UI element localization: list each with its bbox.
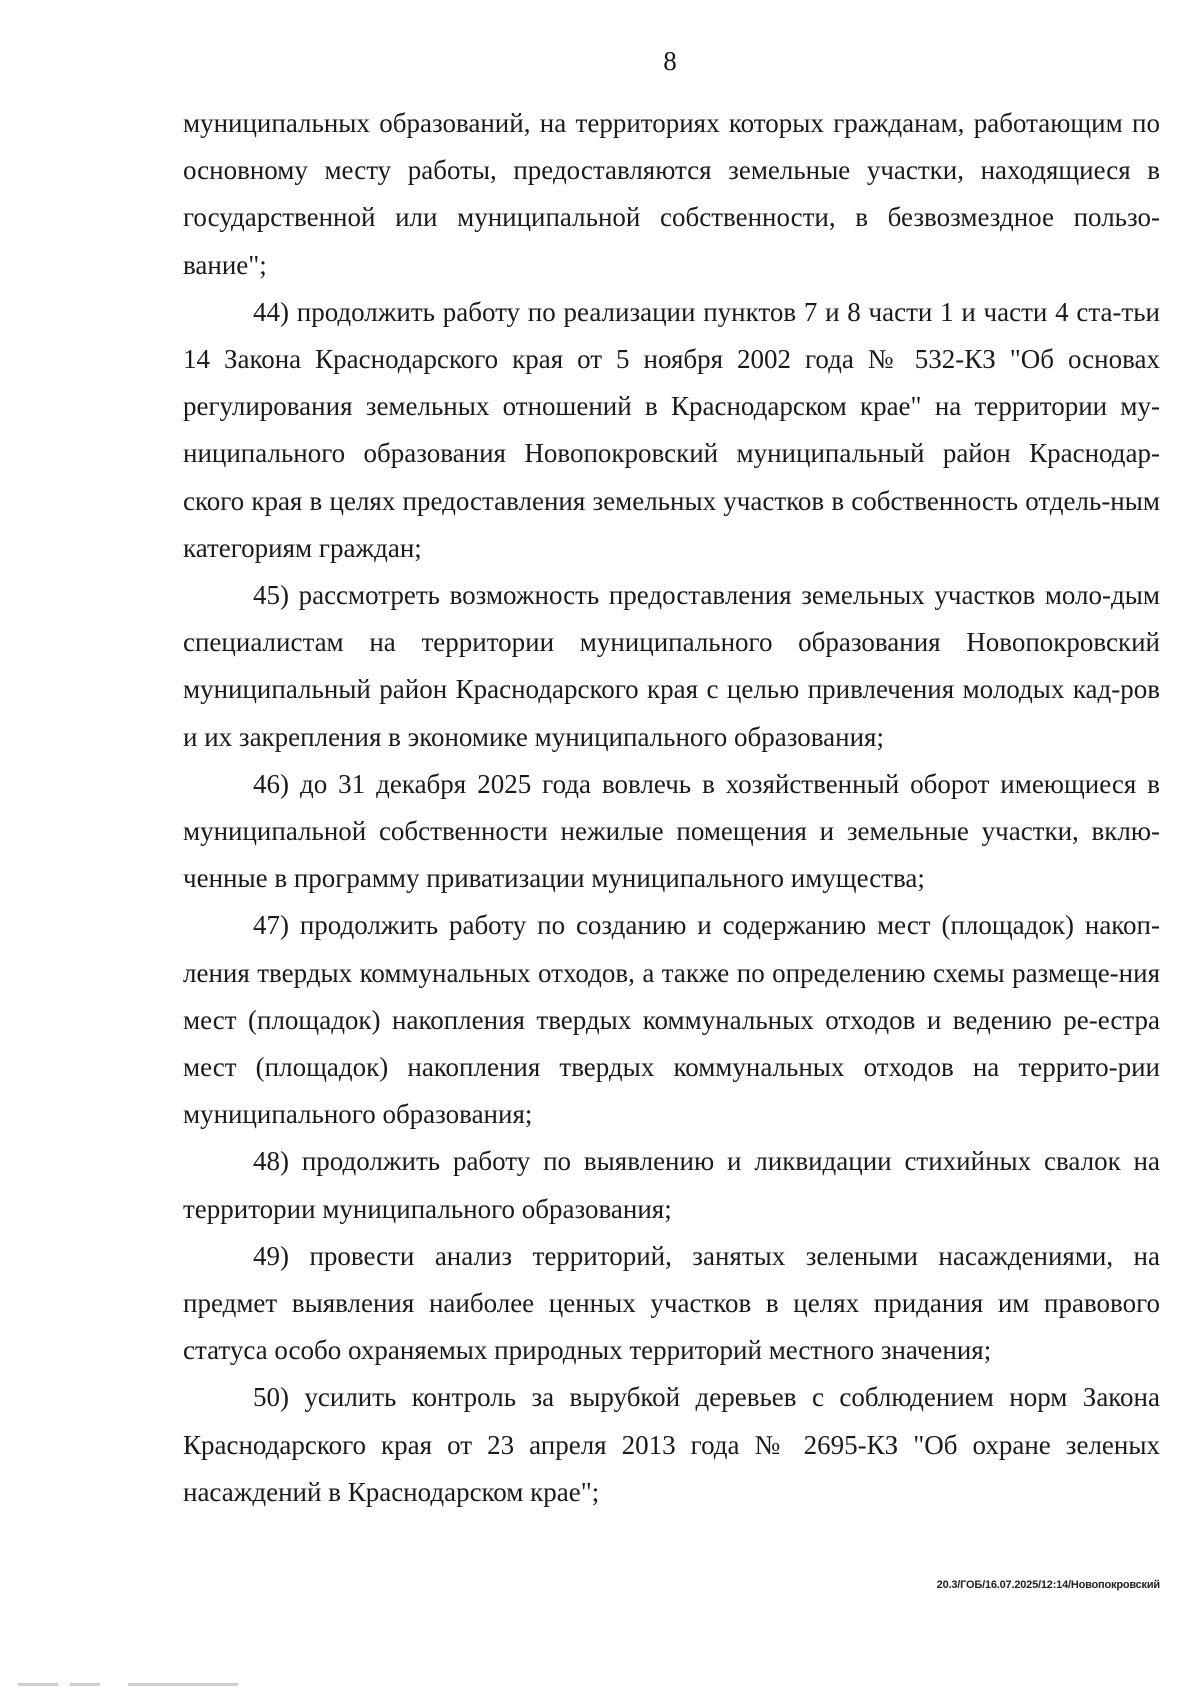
paragraph-item-44: 44) продолжить работу по реализации пунктов 7 и 8 части 1 и части 4 ста-тьи 14 Закона Краснодарского края от 5 ноября 2002 года № 532-КЗ "Об основах регулирования земельных отношений в Краснодарском крае" на территории му-ниципального образования Новопокровский муниципальный район Краснодар-ского края в целях предоставления земельных участков в собственность отдель-ным категориям граждан; [183,296,1160,563]
paragraph-item-50: 50) усилить контроль за вырубкой деревьев с соблюдением норм Закона Краснодарского края от 23 апреля 2013 года № 2695-КЗ "Об охране зеленых насаждений в Краснодарском крае"; [183,1382,1160,1507]
paragraph-item-47: 47) продолжить работу по созданию и содержанию мест (площадок) накоп-ления твердых коммунальных отходов, а также по определению схемы размеще-ния мест (площадок) накопления твердых коммунальных отходов и ведению ре-естра мест (площадок) накопления твердых коммунальных отходов на террито-рии муниципального образования; [183,910,1160,1130]
document-body [183,100,1160,1516]
paragraph-continuation: муниципальных образований, на территориях которых гражданам, работающим по основному месту работы, предоставляются земельные участки, находящиеся в государственной или муниципальной собственности, в безвозмездное пользо-вание"; [183,108,1160,280]
paragraph-item-48: 48) продолжить работу по выявлению и ликвидации стихийных свалок на территории муниципального образования; [183,1146,1160,1224]
page-number: 8 [663,46,677,76]
scan-artifact [128,1683,238,1686]
scan-artifact [70,1683,100,1686]
paragraph-item-46: 46) до 31 декабря 2025 года вовлечь в хозяйственный оборот имеющиеся в муниципальной собственности нежилые помещения и земельные участки, вклю-ченные в программу приватизации муниципального имущества; [183,768,1160,894]
paragraph-item-45: 45) рассмотреть возможность предоставления земельных участков моло-дым специалистам на территории муниципального образования Новопокровский муниципальный район Краснодарского края с целью привлечения молодых кад-ров и их закрепления в экономике муниципального образования; [183,580,1160,752]
document-registration-stamp: 20.3/ГОБ/16.07.2025/12:14/Новопокровский [936,1579,1160,1591]
paragraph-item-49: 49) провести анализ территорий, занятых зелеными насаждениями, на предмет выявления наиболее ценных участков в целях придания им правового статуса особо охраняемых природных территорий местного значения; [183,1240,1160,1366]
scan-artifact [18,1683,58,1686]
